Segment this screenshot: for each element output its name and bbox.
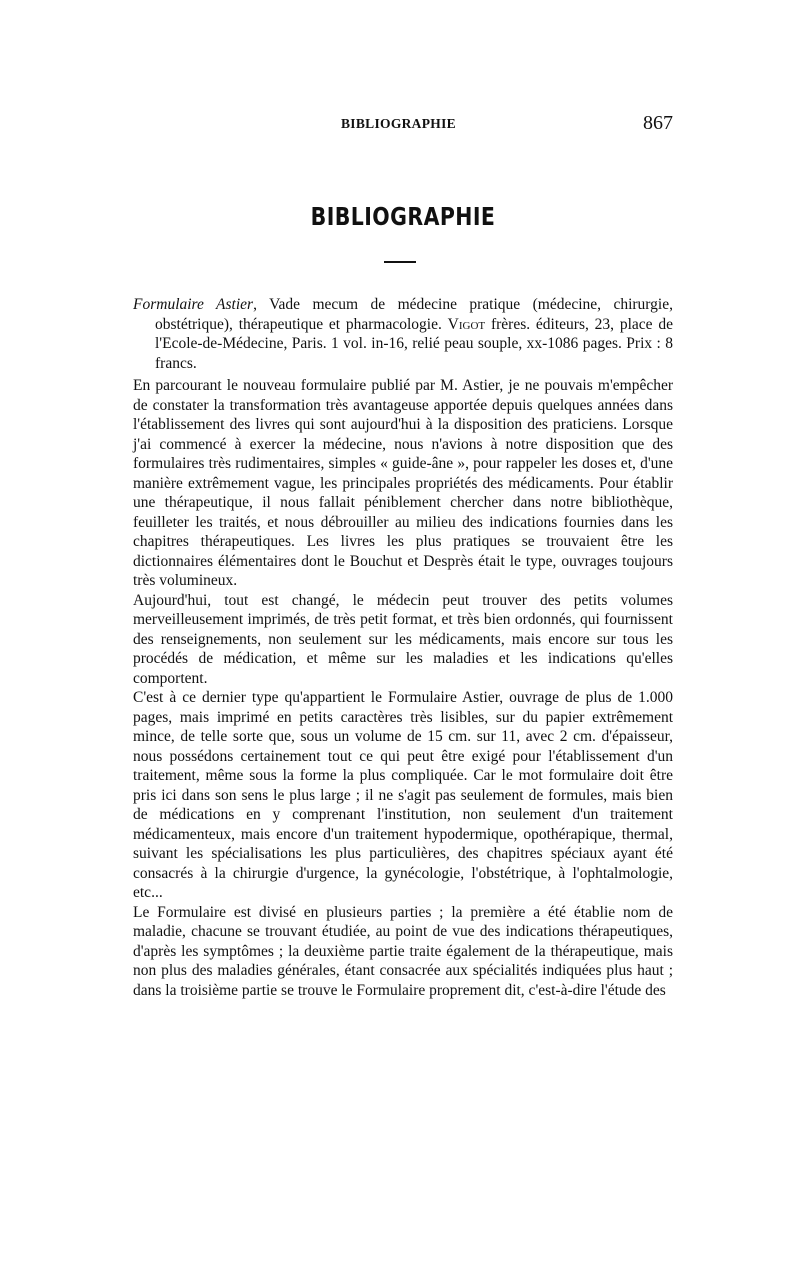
running-title: BIBLIOGRAPHIE xyxy=(341,116,456,131)
paragraph: Le Formulaire est divisé en plusieurs parties ; la première a été établie nom de maladie, chacune se trouvant étudiée, au point de vue des indications thérapeutiques, d'après les symptômes ; la deuxième partie traite également de la thérapeutique, mais non plus des maladies générales, étant consacrée aux spécialités indiquées plus haut ; dans la troisième partie se trouve le Formulaire proprement dit, c'est-à-dire l'étude des xyxy=(133,903,673,999)
page-number: 867 xyxy=(643,112,673,134)
bibliographic-reference xyxy=(133,295,673,373)
review-body xyxy=(133,376,673,1000)
reference-description: , Vade mecum de médecine pratique (médecine, chirurgie, obstétrique), thérapeutique et pharmacologie. xyxy=(155,296,673,333)
running-head xyxy=(133,112,673,138)
reference-publisher: Vigot xyxy=(447,315,486,333)
section-title: BIBLIOGRAPHIE xyxy=(310,202,496,231)
reference-details: frères. éditeurs, 23, place de l'Ecole-de-Médecine, Paris. 1 vol. in-16, relié peau souple, xx-1086 pages. Prix : 8 francs. xyxy=(155,315,673,372)
paragraph: C'est à ce dernier type qu'appartient le Formulaire Astier, ouvrage de plus de 1.000 pages, mais imprimé en petits caractères très lisibles, sur du papier extrêmement mince, de telle sorte que, sous un volume de 15 cm. sur 11, avec 2 cm. d'épaisseur, nous possédons certainement tout ce qui peut être exigé pour l'établissement d'un traitement, même sous la forme la plus compliquée. Car le mot formulaire doit être pris ici dans son sens le plus large ; il ne s'agit pas seulement de formules, mais bien de médications en y comprenant l'institution, non seulement d'un traitement médicamenteux, mais encore d'un traitement hypodermique, opothérapique, thermal, suivant les spécialisations les plus particulières, des chapitres spéciaux ayant été consacrés à la chirurgie d'urgence, la gynécologie, l'obstétrique, à l'ophtalmologie, etc... xyxy=(133,689,673,901)
paragraph: Aujourd'hui, tout est changé, le médecin peut trouver des petits volumes merveilleusement imprimés, de très petit format, et très bien ordonnés, qui fournissent des renseignements, non seulement sur les médicaments, mais encore sur tous les procédés de médication, et même sur les maladies et les indications qu'elles comportent. xyxy=(133,591,673,687)
title-rule xyxy=(384,261,416,263)
paragraph: En parcourant le nouveau formulaire publié par M. Astier, je ne pouvais m'empêcher de constater la transformation très avantageuse apportée depuis quelques années dans l'établissement des livres qui sont aujourd'hui à la disposition des praticiens. Lorsque j'ai commencé à exercer la médecine, nous n'avions à notre disposition que des formulaires très rudimentaires, simples « guide-âne », pour rappeler les doses et, d'une manière extrêmement vague, les principales propriétés des médicaments. Pour établir une thérapeutique, il nous fallait péniblement chercher dans notre bibliothèque, feuilleter les traités, et nous débrouiller au milieu des indications fournies dans les chapitres thérapeutiques. Les livres les plus pratiques se trouvaient être les dictionnaires élémentaires dont le Bouchut et Desprès était le type, ouvrages toujours très volumineux. xyxy=(133,377,673,589)
reference-title: Formulaire Astier xyxy=(133,296,254,313)
